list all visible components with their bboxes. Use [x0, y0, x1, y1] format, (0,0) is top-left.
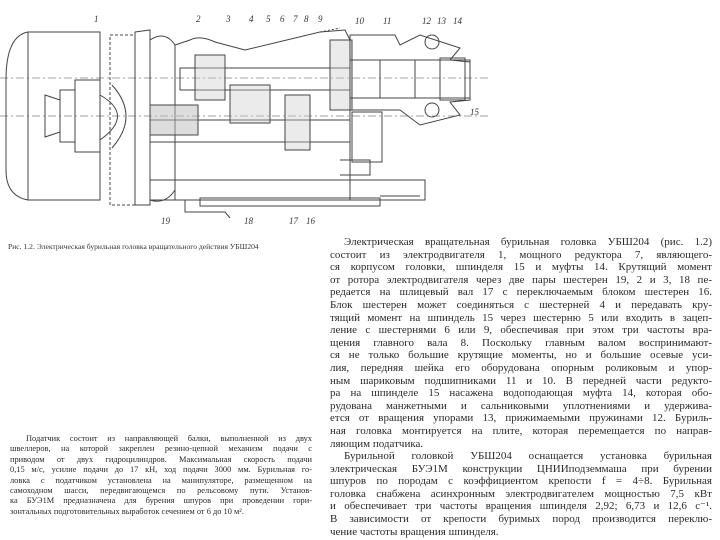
text-line: электрическая БУЭ1М конструкции ЦНИИподземмаша при бурении [330, 462, 712, 475]
part-label: 13 [437, 16, 446, 26]
text-line: и обеспечивает три частоты вращения шпинделя 2,92; 6,73 и 12,6 с⁻¹. [330, 500, 712, 513]
text-line: щения главного вала 8. Поскольку главным валом воспринимают- [330, 336, 712, 349]
text-line: самоходном шасси, передвигающемся по рельсовому пути. Установ- [10, 486, 312, 496]
text-line: головка снабжена асинхронным электродвигателем мощностью 7,5 кВт [330, 487, 712, 500]
text-line: зонтальных подготовительных выработок сечением от 6 до 10 м². [10, 506, 244, 516]
text-line: чение частоты вращения шпинделя. [330, 525, 499, 538]
part-label: 16 [306, 216, 315, 226]
text-line: ка БУЭ1М предназначена для бурения шпуров при проведении гори- [10, 496, 312, 506]
text-line: ся не только большие крутящие моменты, но и большие осевые уси- [330, 349, 712, 362]
text-line: ра на шпинделе 15 насажена водоподающая муфта 14, которая обо- [330, 387, 712, 400]
part-label: 1 [94, 14, 99, 24]
part-label: 19 [161, 216, 170, 226]
part-label: 8 [304, 14, 309, 24]
text-line: ная головка монтируется на плите, которая перемещается по направ- [330, 424, 712, 437]
part-label: 14 [453, 16, 462, 26]
text-line: В зависимости от крепости буримых пород производится переклю- [330, 513, 712, 526]
text-line: 0,15 м/с, усилие подачи до 17 кН, ход подачи 3000 мм. Бурильная го- [10, 465, 312, 475]
text-line: рудована манжетными и сальниковыми уплотнениями и удержива- [330, 399, 712, 412]
part-label: 5 [266, 14, 271, 24]
part-label: 2 [196, 14, 201, 24]
text-line: ется от вращения упорами 13, прижимаемыми пружинами 12. Буриль- [330, 412, 712, 425]
part-label: 17 [289, 216, 298, 226]
text-line: приводом от двух гидроцилиндров. Максимальная скорость подачи [10, 454, 312, 464]
main-text [330, 236, 712, 538]
text-line: от ротора электродвигателя через две пары шестерен 19, 2 и 3, 18 пе- [330, 273, 712, 286]
part-label: 11 [383, 16, 392, 26]
text-line: швеллеров, на которой закреплен резино-цепной механизм подачи с [10, 444, 312, 454]
text-line: ление с шестернями 6 или 9, обеспечивая при этом три частоты вра- [330, 324, 712, 337]
part-label: 7 [293, 14, 298, 24]
text-line: лия, передняя шейка его оборудована опорным роликовым и упор- [330, 361, 712, 374]
part-label: 10 [355, 16, 364, 26]
text-line: ся корпусом головки, шпинделя 15 и муфты 14. Крутящий момент [330, 261, 712, 274]
side-text [10, 434, 312, 517]
text-line: ляющим податчика. [330, 437, 424, 450]
feeder-beam [150, 180, 425, 200]
spindle [350, 60, 470, 98]
text-line: Податчик состоит из направляющей балки, выполненной из двух [26, 434, 312, 443]
text-line: состоит из электродвигателя 1, мощного редуктора 7, являющего- [330, 248, 712, 261]
drilling-head-drawing [0, 0, 490, 232]
text-line: тящий момент на шпиндель 15 через шестерню 5 или входить в зацеп- [330, 311, 712, 324]
text-line: шпуров по породам с коэффициентом крепости f = 4÷8. Бурильная [330, 475, 712, 488]
text-line: редается на шлицевый вал 17 с переключаемым блоком шестерен 16. [330, 286, 712, 299]
figure-caption: Рис. 1.2. Электрическая бурильная головка вращательного действия УБШ204 [8, 242, 259, 251]
text-line: Блок шестерен может соединяться с шестерней 4 и передавать кру- [330, 298, 712, 311]
text-line: Электрическая вращательная бурильная головка УБШ204 (рис. 1.2) [344, 236, 712, 248]
part-label: 4 [249, 14, 254, 24]
text-line: ловка с податчиком установлена на манипуляторе, размещенном на [10, 475, 312, 485]
part-label: 15 [470, 107, 479, 117]
part-label: 6 [280, 14, 285, 24]
text-line: Бурильной головкой УБШ204 оснащается установка бурильная [344, 450, 712, 463]
part-label: 18 [244, 216, 253, 226]
part-label: 3 [226, 14, 231, 24]
part-label: 9 [318, 14, 323, 24]
part-label: 12 [422, 16, 431, 26]
text-line: ным шариковым подшипниками 11 и 10. В передней части редукто- [330, 374, 712, 387]
